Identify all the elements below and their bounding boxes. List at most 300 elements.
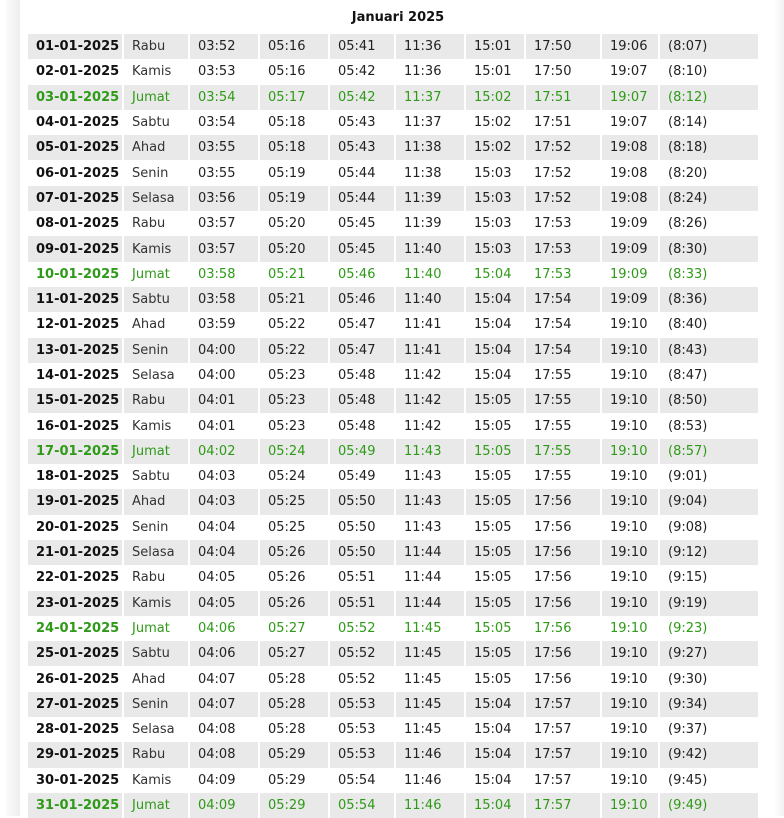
time-cell: 15:04 <box>466 768 526 793</box>
time-cell: 05:54 <box>330 793 396 818</box>
time-cell: 17:57 <box>526 692 602 717</box>
date-cell: 17-01-2025 <box>28 439 124 464</box>
time-cell: 15:03 <box>466 160 526 185</box>
day-cell: Ahad <box>124 489 190 514</box>
table-row <box>28 692 760 717</box>
time-cell: 05:23 <box>260 388 330 413</box>
time-cell: 04:00 <box>190 338 260 363</box>
time-cell: 19:10 <box>602 388 660 413</box>
time-cell: 11:36 <box>396 59 466 84</box>
time-cell: 03:55 <box>190 160 260 185</box>
date-cell: 08-01-2025 <box>28 211 124 236</box>
prayer-times-table <box>28 34 760 818</box>
time-cell: 11:45 <box>396 616 466 641</box>
duration-cell: (9:08) <box>660 515 760 540</box>
time-cell: 15:02 <box>466 85 526 110</box>
time-cell: 03:58 <box>190 287 260 312</box>
time-cell: 17:57 <box>526 717 602 742</box>
time-cell: 17:53 <box>526 211 602 236</box>
time-cell: 17:56 <box>526 666 602 691</box>
time-cell: 05:52 <box>330 616 396 641</box>
time-cell: 05:26 <box>260 591 330 616</box>
time-cell: 17:56 <box>526 641 602 666</box>
day-cell: Rabu <box>124 742 190 767</box>
time-cell: 17:52 <box>526 186 602 211</box>
time-cell: 05:52 <box>330 666 396 691</box>
day-cell: Ahad <box>124 312 190 337</box>
time-cell: 05:48 <box>330 388 396 413</box>
date-cell: 12-01-2025 <box>28 312 124 337</box>
duration-cell: (8:33) <box>660 262 760 287</box>
time-cell: 05:41 <box>330 34 396 59</box>
time-cell: 04:09 <box>190 768 260 793</box>
date-cell: 11-01-2025 <box>28 287 124 312</box>
time-cell: 15:05 <box>466 515 526 540</box>
time-cell: 05:42 <box>330 85 396 110</box>
date-cell: 25-01-2025 <box>28 641 124 666</box>
time-cell: 19:08 <box>602 135 660 160</box>
time-cell: 15:05 <box>466 464 526 489</box>
page-edge-shadow <box>774 0 784 816</box>
duration-cell: (8:12) <box>660 85 760 110</box>
time-cell: 17:51 <box>526 110 602 135</box>
time-cell: 04:04 <box>190 540 260 565</box>
time-cell: 05:26 <box>260 540 330 565</box>
time-cell: 11:40 <box>396 287 466 312</box>
time-cell: 15:05 <box>466 565 526 590</box>
time-cell: 15:05 <box>466 540 526 565</box>
date-cell: 26-01-2025 <box>28 666 124 691</box>
time-cell: 05:25 <box>260 489 330 514</box>
day-cell: Rabu <box>124 388 190 413</box>
day-cell: Senin <box>124 160 190 185</box>
time-cell: 19:10 <box>602 666 660 691</box>
time-cell: 19:10 <box>602 565 660 590</box>
date-cell: 15-01-2025 <box>28 388 124 413</box>
time-cell: 19:10 <box>602 464 660 489</box>
table-body <box>28 34 760 818</box>
date-cell: 21-01-2025 <box>28 540 124 565</box>
table-row <box>28 717 760 742</box>
table-row <box>28 591 760 616</box>
table-row <box>28 439 760 464</box>
day-cell: Selasa <box>124 363 190 388</box>
time-cell: 05:48 <box>330 413 396 438</box>
table-row <box>28 666 760 691</box>
time-cell: 17:54 <box>526 338 602 363</box>
time-cell: 04:01 <box>190 413 260 438</box>
time-cell: 05:21 <box>260 262 330 287</box>
table-row <box>28 742 760 767</box>
day-cell: Ahad <box>124 666 190 691</box>
time-cell: 05:53 <box>330 717 396 742</box>
duration-cell: (8:18) <box>660 135 760 160</box>
duration-cell: (8:47) <box>660 363 760 388</box>
time-cell: 03:59 <box>190 312 260 337</box>
table-row <box>28 413 760 438</box>
date-cell: 13-01-2025 <box>28 338 124 363</box>
time-cell: 15:04 <box>466 338 526 363</box>
day-cell: Rabu <box>124 565 190 590</box>
time-cell: 17:56 <box>526 591 602 616</box>
time-cell: 15:05 <box>466 388 526 413</box>
time-cell: 11:44 <box>396 540 466 565</box>
time-cell: 05:50 <box>330 540 396 565</box>
time-cell: 11:40 <box>396 236 466 261</box>
day-cell: Senin <box>124 338 190 363</box>
time-cell: 15:02 <box>466 110 526 135</box>
duration-cell: (9:42) <box>660 742 760 767</box>
time-cell: 15:05 <box>466 641 526 666</box>
time-cell: 05:28 <box>260 717 330 742</box>
time-cell: 19:10 <box>602 439 660 464</box>
time-cell: 04:01 <box>190 388 260 413</box>
time-cell: 15:05 <box>466 413 526 438</box>
time-cell: 11:41 <box>396 312 466 337</box>
time-cell: 11:42 <box>396 413 466 438</box>
day-cell: Selasa <box>124 186 190 211</box>
day-cell: Kamis <box>124 59 190 84</box>
table-row <box>28 135 760 160</box>
table-row <box>28 186 760 211</box>
table-row <box>28 540 760 565</box>
time-cell: 11:46 <box>396 768 466 793</box>
date-cell: 01-01-2025 <box>28 34 124 59</box>
table-row <box>28 287 760 312</box>
day-cell: Ahad <box>124 135 190 160</box>
time-cell: 05:17 <box>260 85 330 110</box>
table-row <box>28 34 760 59</box>
date-cell: 20-01-2025 <box>28 515 124 540</box>
time-cell: 19:10 <box>602 540 660 565</box>
table-row <box>28 262 760 287</box>
page-edge-shadow <box>6 0 20 816</box>
time-cell: 15:03 <box>466 236 526 261</box>
duration-cell: (8:20) <box>660 160 760 185</box>
date-cell: 16-01-2025 <box>28 413 124 438</box>
time-cell: 17:52 <box>526 160 602 185</box>
day-cell: Sabtu <box>124 641 190 666</box>
time-cell: 11:40 <box>396 262 466 287</box>
time-cell: 03:55 <box>190 135 260 160</box>
date-cell: 18-01-2025 <box>28 464 124 489</box>
time-cell: 15:04 <box>466 312 526 337</box>
time-cell: 17:56 <box>526 540 602 565</box>
day-cell: Rabu <box>124 34 190 59</box>
duration-cell: (8:10) <box>660 59 760 84</box>
time-cell: 19:10 <box>602 768 660 793</box>
time-cell: 11:45 <box>396 692 466 717</box>
time-cell: 05:28 <box>260 666 330 691</box>
time-cell: 05:23 <box>260 413 330 438</box>
duration-cell: (9:45) <box>660 768 760 793</box>
time-cell: 05:22 <box>260 338 330 363</box>
duration-cell: (9:27) <box>660 641 760 666</box>
time-cell: 05:29 <box>260 768 330 793</box>
time-cell: 17:50 <box>526 59 602 84</box>
duration-cell: (9:01) <box>660 464 760 489</box>
time-cell: 19:10 <box>602 742 660 767</box>
time-cell: 17:57 <box>526 742 602 767</box>
table-row <box>28 59 760 84</box>
duration-cell: (8:14) <box>660 110 760 135</box>
time-cell: 17:52 <box>526 135 602 160</box>
time-cell: 11:45 <box>396 641 466 666</box>
time-cell: 11:44 <box>396 565 466 590</box>
day-cell: Kamis <box>124 768 190 793</box>
day-cell: Sabtu <box>124 110 190 135</box>
table-row <box>28 793 760 818</box>
time-cell: 19:10 <box>602 363 660 388</box>
time-cell: 15:05 <box>466 439 526 464</box>
time-cell: 19:07 <box>602 85 660 110</box>
time-cell: 03:54 <box>190 110 260 135</box>
day-cell: Kamis <box>124 591 190 616</box>
duration-cell: (8:57) <box>660 439 760 464</box>
time-cell: 17:57 <box>526 768 602 793</box>
time-cell: 15:05 <box>466 591 526 616</box>
time-cell: 11:39 <box>396 211 466 236</box>
time-cell: 05:43 <box>330 135 396 160</box>
time-cell: 11:43 <box>396 515 466 540</box>
time-cell: 03:53 <box>190 59 260 84</box>
time-cell: 19:08 <box>602 160 660 185</box>
table-row <box>28 110 760 135</box>
time-cell: 15:04 <box>466 287 526 312</box>
time-cell: 05:19 <box>260 160 330 185</box>
time-cell: 05:50 <box>330 515 396 540</box>
time-cell: 05:18 <box>260 135 330 160</box>
table-row <box>28 211 760 236</box>
duration-cell: (9:19) <box>660 591 760 616</box>
time-cell: 17:53 <box>526 262 602 287</box>
time-cell: 05:16 <box>260 34 330 59</box>
time-cell: 04:03 <box>190 489 260 514</box>
time-cell: 05:25 <box>260 515 330 540</box>
time-cell: 15:03 <box>466 186 526 211</box>
date-cell: 19-01-2025 <box>28 489 124 514</box>
time-cell: 15:03 <box>466 211 526 236</box>
time-cell: 04:07 <box>190 692 260 717</box>
time-cell: 19:08 <box>602 186 660 211</box>
time-cell: 17:56 <box>526 565 602 590</box>
duration-cell: (9:23) <box>660 616 760 641</box>
time-cell: 05:47 <box>330 312 396 337</box>
time-cell: 11:36 <box>396 34 466 59</box>
table-row <box>28 489 760 514</box>
duration-cell: (8:07) <box>660 34 760 59</box>
time-cell: 05:24 <box>260 439 330 464</box>
table-row <box>28 616 760 641</box>
day-cell: Rabu <box>124 211 190 236</box>
time-cell: 05:51 <box>330 565 396 590</box>
time-cell: 11:43 <box>396 489 466 514</box>
time-cell: 11:37 <box>396 110 466 135</box>
time-cell: 03:57 <box>190 211 260 236</box>
time-cell: 19:10 <box>602 616 660 641</box>
time-cell: 03:58 <box>190 262 260 287</box>
date-cell: 05-01-2025 <box>28 135 124 160</box>
time-cell: 05:22 <box>260 312 330 337</box>
time-cell: 05:44 <box>330 160 396 185</box>
time-cell: 17:55 <box>526 413 602 438</box>
time-cell: 05:28 <box>260 692 330 717</box>
day-cell: Sabtu <box>124 464 190 489</box>
table-row <box>28 85 760 110</box>
date-cell: 22-01-2025 <box>28 565 124 590</box>
time-cell: 11:46 <box>396 793 466 818</box>
time-cell: 05:16 <box>260 59 330 84</box>
time-cell: 15:05 <box>466 489 526 514</box>
date-cell: 24-01-2025 <box>28 616 124 641</box>
date-cell: 23-01-2025 <box>28 591 124 616</box>
time-cell: 15:04 <box>466 793 526 818</box>
time-cell: 15:05 <box>466 666 526 691</box>
duration-cell: (8:30) <box>660 236 760 261</box>
date-cell: 06-01-2025 <box>28 160 124 185</box>
time-cell: 17:50 <box>526 34 602 59</box>
duration-cell: (9:04) <box>660 489 760 514</box>
time-cell: 11:42 <box>396 363 466 388</box>
day-cell: Jumat <box>124 616 190 641</box>
time-cell: 19:10 <box>602 312 660 337</box>
time-cell: 17:56 <box>526 515 602 540</box>
time-cell: 05:53 <box>330 742 396 767</box>
time-cell: 04:09 <box>190 793 260 818</box>
time-cell: 11:38 <box>396 160 466 185</box>
time-cell: 05:45 <box>330 236 396 261</box>
date-cell: 04-01-2025 <box>28 110 124 135</box>
time-cell: 05:43 <box>330 110 396 135</box>
time-cell: 03:57 <box>190 236 260 261</box>
time-cell: 05:46 <box>330 262 396 287</box>
time-cell: 19:09 <box>602 262 660 287</box>
time-cell: 03:52 <box>190 34 260 59</box>
duration-cell: (8:36) <box>660 287 760 312</box>
table-row <box>28 641 760 666</box>
time-cell: 19:10 <box>602 338 660 363</box>
time-cell: 15:01 <box>466 59 526 84</box>
time-cell: 19:10 <box>602 591 660 616</box>
time-cell: 19:06 <box>602 34 660 59</box>
time-cell: 19:09 <box>602 236 660 261</box>
date-cell: 14-01-2025 <box>28 363 124 388</box>
time-cell: 05:29 <box>260 742 330 767</box>
time-cell: 11:43 <box>396 439 466 464</box>
time-cell: 11:42 <box>396 388 466 413</box>
day-cell: Jumat <box>124 439 190 464</box>
time-cell: 15:04 <box>466 717 526 742</box>
time-cell: 11:39 <box>396 186 466 211</box>
time-cell: 19:10 <box>602 641 660 666</box>
time-cell: 17:55 <box>526 388 602 413</box>
time-cell: 11:41 <box>396 338 466 363</box>
time-cell: 04:07 <box>190 666 260 691</box>
date-cell: 27-01-2025 <box>28 692 124 717</box>
day-cell: Kamis <box>124 413 190 438</box>
day-cell: Jumat <box>124 262 190 287</box>
time-cell: 15:05 <box>466 616 526 641</box>
time-cell: 15:04 <box>466 692 526 717</box>
time-cell: 05:50 <box>330 489 396 514</box>
time-cell: 17:57 <box>526 793 602 818</box>
time-cell: 19:09 <box>602 211 660 236</box>
time-cell: 19:07 <box>602 59 660 84</box>
time-cell: 04:06 <box>190 641 260 666</box>
table-row <box>28 565 760 590</box>
time-cell: 15:04 <box>466 363 526 388</box>
time-cell: 19:10 <box>602 793 660 818</box>
duration-cell: (8:24) <box>660 186 760 211</box>
table-row <box>28 515 760 540</box>
table-row <box>28 338 760 363</box>
table-row <box>28 160 760 185</box>
duration-cell: (9:34) <box>660 692 760 717</box>
time-cell: 05:21 <box>260 287 330 312</box>
duration-cell: (9:30) <box>660 666 760 691</box>
time-cell: 19:10 <box>602 717 660 742</box>
time-cell: 05:27 <box>260 641 330 666</box>
date-cell: 02-01-2025 <box>28 59 124 84</box>
time-cell: 05:26 <box>260 565 330 590</box>
time-cell: 03:54 <box>190 85 260 110</box>
time-cell: 05:53 <box>330 692 396 717</box>
time-cell: 17:53 <box>526 236 602 261</box>
day-cell: Sabtu <box>124 287 190 312</box>
time-cell: 04:02 <box>190 439 260 464</box>
time-cell: 05:23 <box>260 363 330 388</box>
duration-cell: (9:15) <box>660 565 760 590</box>
time-cell: 05:20 <box>260 211 330 236</box>
duration-cell: (9:37) <box>660 717 760 742</box>
time-cell: 15:04 <box>466 742 526 767</box>
time-cell: 05:46 <box>330 287 396 312</box>
time-cell: 17:55 <box>526 363 602 388</box>
time-cell: 05:45 <box>330 211 396 236</box>
table-row <box>28 388 760 413</box>
time-cell: 11:37 <box>396 85 466 110</box>
table-row <box>28 768 760 793</box>
time-cell: 04:06 <box>190 616 260 641</box>
time-cell: 17:55 <box>526 439 602 464</box>
duration-cell: (8:50) <box>660 388 760 413</box>
table-row <box>28 464 760 489</box>
duration-cell: (8:53) <box>660 413 760 438</box>
time-cell: 11:43 <box>396 464 466 489</box>
date-cell: 10-01-2025 <box>28 262 124 287</box>
time-cell: 15:01 <box>466 34 526 59</box>
day-cell: Kamis <box>124 236 190 261</box>
time-cell: 04:04 <box>190 515 260 540</box>
time-cell: 05:47 <box>330 338 396 363</box>
time-cell: 05:49 <box>330 439 396 464</box>
time-cell: 04:05 <box>190 565 260 590</box>
time-cell: 05:51 <box>330 591 396 616</box>
time-cell: 05:54 <box>330 768 396 793</box>
time-cell: 19:09 <box>602 287 660 312</box>
time-cell: 05:44 <box>330 186 396 211</box>
time-cell: 04:00 <box>190 363 260 388</box>
time-cell: 17:55 <box>526 464 602 489</box>
time-cell: 05:27 <box>260 616 330 641</box>
time-cell: 03:56 <box>190 186 260 211</box>
month-title: Januari 2025 <box>351 10 445 25</box>
day-cell: Selasa <box>124 717 190 742</box>
duration-cell: (8:43) <box>660 338 760 363</box>
duration-cell: (9:49) <box>660 793 760 818</box>
time-cell: 11:46 <box>396 742 466 767</box>
time-cell: 11:45 <box>396 666 466 691</box>
